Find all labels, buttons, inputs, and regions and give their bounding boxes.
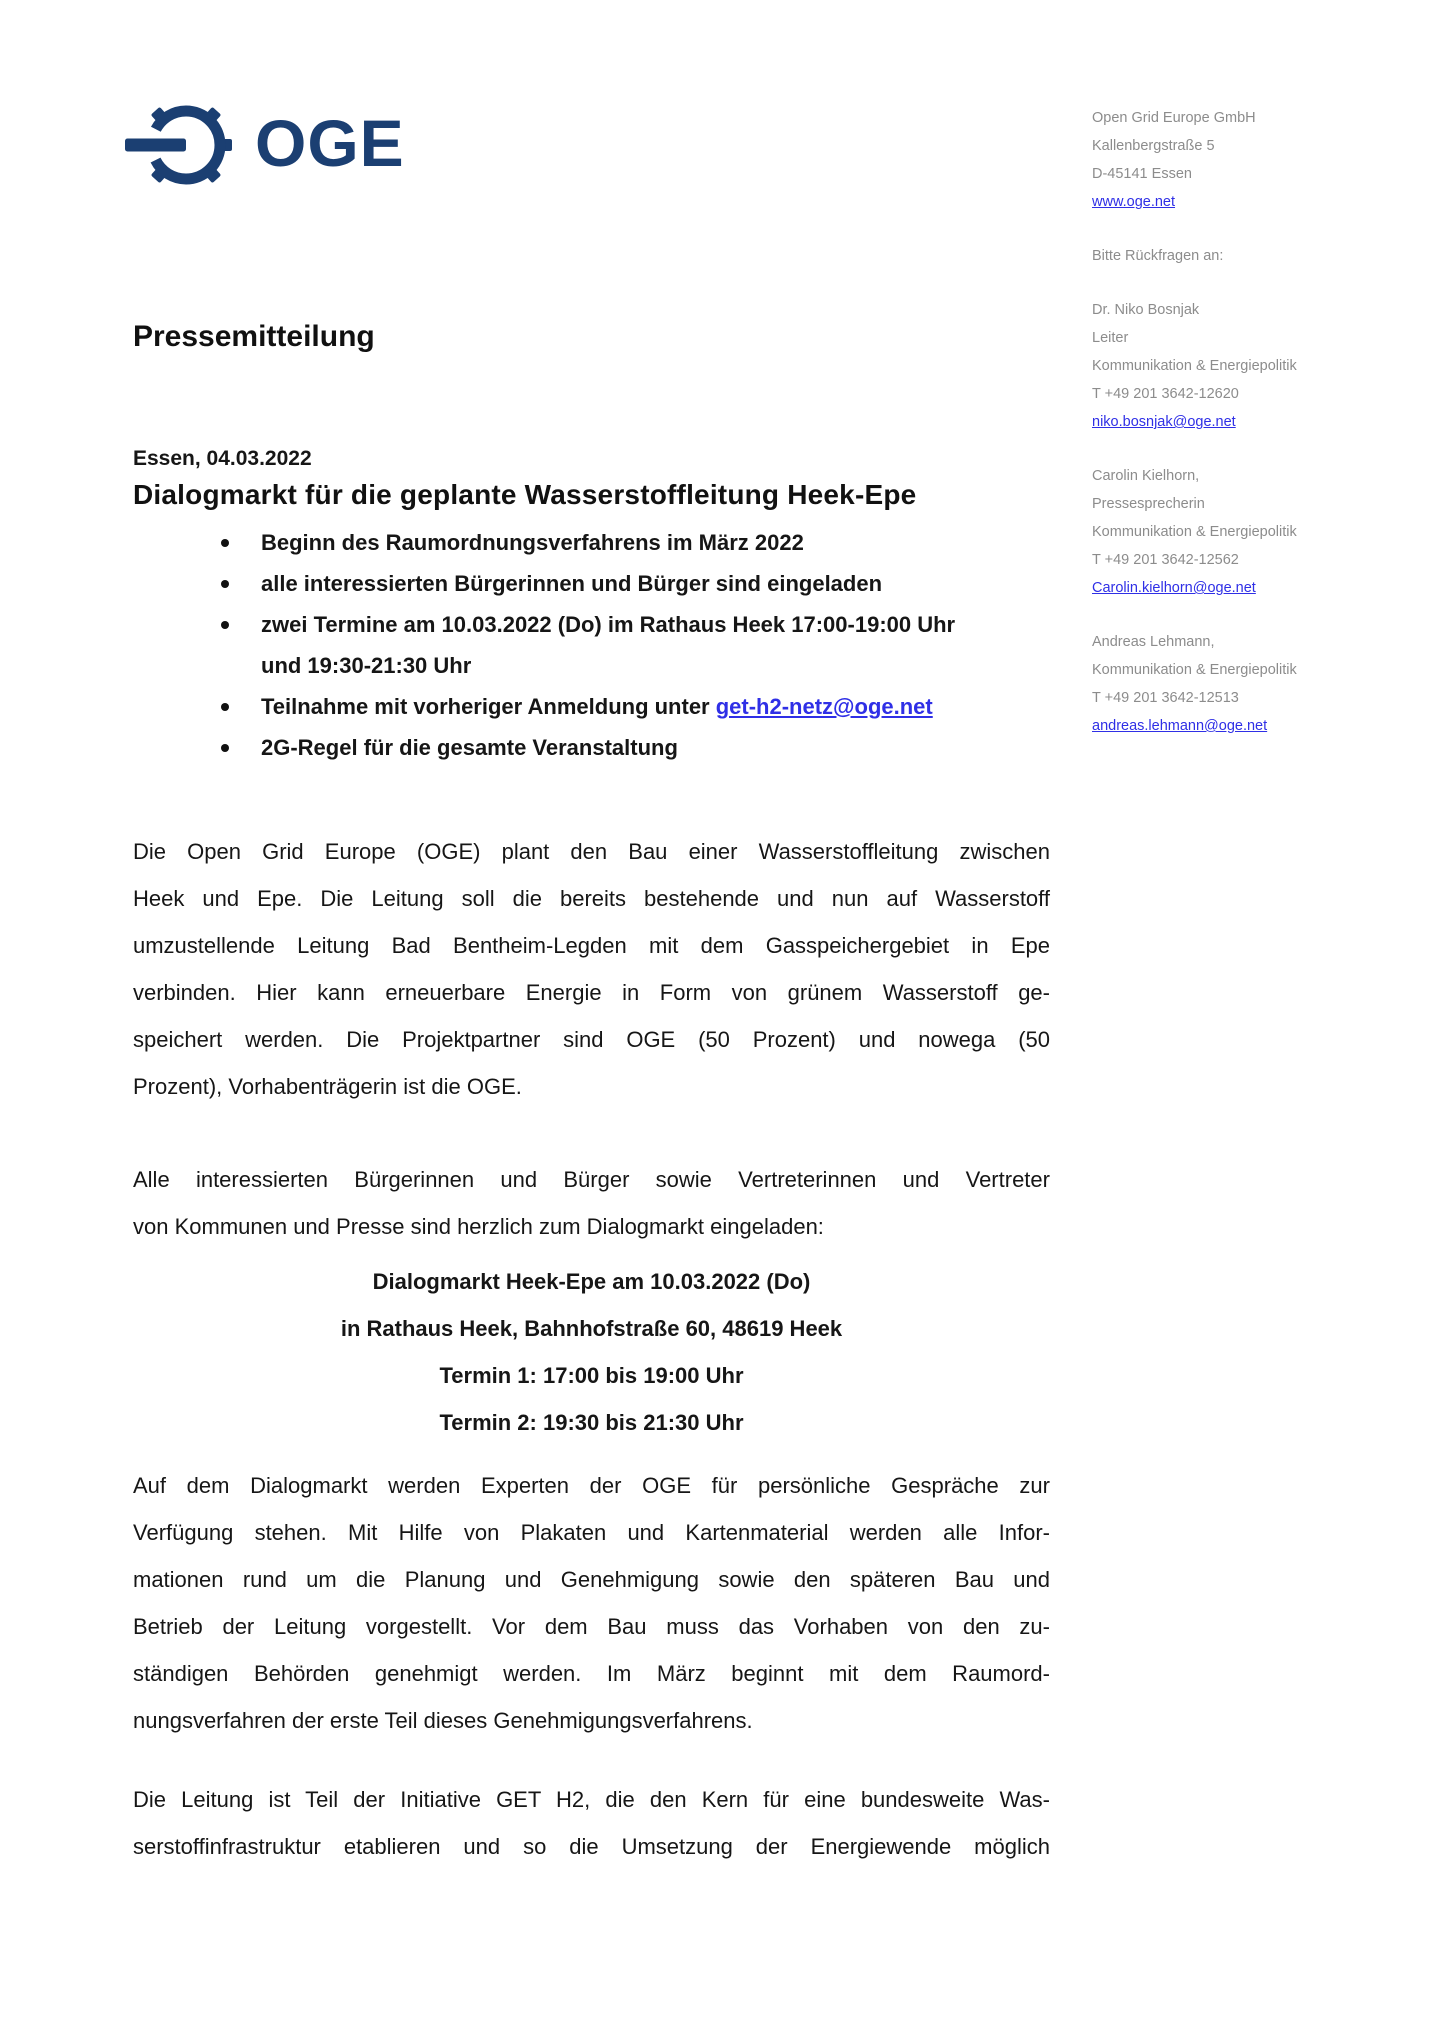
contact-card <box>1092 296 1392 436</box>
bullet-text: Beginn des Raumordnungsverfahrens im März 2022 <box>261 530 804 555</box>
paragraph-project-overview <box>133 828 1050 1110</box>
bullet-text: alle interessierten Bürgerinnen und Bürger sind eingeladen <box>261 571 883 596</box>
contact-phone: T +49 201 3642-12562 <box>1092 552 1239 568</box>
contact-email-link[interactable]: andreas.lehmann@oge.net <box>1092 718 1268 734</box>
text-line: serstoffinfrastruktur etablieren und so die Umsetzung der Energiewende möglich <box>133 1834 1050 1859</box>
contact-name: Andreas Lehmann, <box>1092 634 1215 650</box>
contact-sidebar <box>1092 104 1392 766</box>
paragraph-get-h2 <box>133 1776 1050 1870</box>
headline: Dialogmarkt für die geplante Wasserstoffleitung Heek-Epe <box>133 479 917 510</box>
bullet-dot-icon <box>221 580 229 588</box>
company-website-link[interactable]: www.oge.net <box>1092 194 1176 210</box>
list-item <box>133 604 1050 686</box>
bullet-dot-icon <box>221 703 229 711</box>
text-line: Betrieb der Leitung vorgestellt. Vor dem Bau muss das Vorhaben von den zu- <box>133 1614 1050 1639</box>
text-line: Verfügung stehen. Mit Hilfe von Plakaten und Kartenmaterial werden alle Infor- <box>133 1520 1050 1545</box>
contact-role: Pressesprecherin <box>1092 496 1205 512</box>
oge-logo-wordmark: OGE <box>255 106 405 180</box>
text-line: umzustellende Leitung Bad Bentheim-Legden mit dem Gasspeichergebiet in Epe <box>133 933 1050 958</box>
text-line: verbinden. Hier kann erneuerbare Energie in Form von grünem Wasserstoff ge- <box>133 980 1050 1005</box>
bullet-text: 2G-Regel für die gesamte Veranstaltung <box>261 735 678 760</box>
text-line: Auf dem Dialogmarkt werden Experten der OGE für persönliche Gespräche zur <box>133 1473 1050 1498</box>
registration-email-link[interactable]: get-h2-netz@oge.net <box>715 694 933 719</box>
list-item <box>133 686 1050 727</box>
inquiries-label: Bitte Rückfragen an: <box>1092 248 1224 264</box>
contact-department: Kommunikation & Energiepolitik <box>1092 358 1297 374</box>
event-title: Dialogmarkt Heek-Epe am 10.03.2022 (Do) <box>372 1269 811 1294</box>
contact-card <box>1092 462 1392 602</box>
contact-department: Kommunikation & Energiepolitik <box>1092 662 1297 678</box>
text-line: Alle interessierten Bürgerinnen und Bürger sowie Vertreterinnen und Vertreter <box>133 1167 1050 1192</box>
contact-phone: T +49 201 3642-12513 <box>1092 690 1239 706</box>
paragraph-dialog-market <box>133 1462 1050 1744</box>
contact-role: Leiter <box>1092 330 1129 346</box>
oge-logo-icon <box>125 96 235 194</box>
bullet-dot-icon <box>221 744 229 752</box>
contact-email-link[interactable]: Carolin.kielhorn@oge.net <box>1092 580 1256 596</box>
text-line: speichert werden. Die Projektpartner sind OGE (50 Prozent) und nowega (50 <box>133 1027 1050 1052</box>
oge-logo <box>125 96 405 194</box>
paragraph-invitation <box>133 1156 1050 1250</box>
inquiries-block <box>1092 242 1392 270</box>
company-name: Open Grid Europe GmbH <box>1092 110 1256 126</box>
bullet-dot-icon <box>221 621 229 629</box>
dateline: Essen, 04.03.2022 <box>133 447 312 470</box>
text-line: Die Open Grid Europe (OGE) plant den Bau einer Wasserstoffleitung zwischen <box>133 839 1050 864</box>
list-item <box>133 563 1050 604</box>
text-line: nungsverfahren der erste Teil dieses Genehmigungsverfahrens. <box>133 1708 753 1733</box>
text-line: mationen rund um die Planung und Genehmigung sowie den späteren Bau und <box>133 1567 1050 1592</box>
bullet-text: und 19:30-21:30 Uhr <box>261 653 472 678</box>
key-points-list <box>133 522 1050 768</box>
bullet-text: zwei Termine am 10.03.2022 (Do) im Rathaus Heek 17:00-19:00 Uhr <box>261 612 956 637</box>
text-line: ständigen Behörden genehmigt werden. Im März beginnt mit dem Raumord- <box>133 1661 1050 1686</box>
contact-card <box>1092 628 1392 740</box>
bullet-text: Teilnahme mit vorheriger Anmeldung unter <box>261 694 716 719</box>
contact-email-link[interactable]: niko.bosnjak@oge.net <box>1092 414 1236 430</box>
text-line: Die Leitung ist Teil der Initiative GET H2, die den Kern für eine bundesweite Was- <box>133 1787 1050 1812</box>
event-location: in Rathaus Heek, Bahnhofstraße 60, 48619 Heek <box>340 1316 843 1341</box>
list-item <box>133 522 1050 563</box>
document-type-heading: Pressemitteilung <box>133 320 375 353</box>
event-details <box>133 1258 1050 1446</box>
company-street: Kallenbergstraße 5 <box>1092 138 1215 154</box>
contact-name: Dr. Niko Bosnjak <box>1092 302 1200 318</box>
contact-department: Kommunikation & Energiepolitik <box>1092 524 1297 540</box>
bullet-dot-icon <box>221 539 229 547</box>
text-line: Heek und Epe. Die Leitung soll die bereits bestehende und nun auf Wasserstoff <box>133 886 1050 911</box>
contact-name: Carolin Kielhorn, <box>1092 468 1200 484</box>
event-session-2: Termin 2: 19:30 bis 21:30 Uhr <box>439 1410 744 1435</box>
text-line: Prozent), Vorhabenträgerin ist die OGE. <box>133 1074 522 1099</box>
text-line: von Kommunen und Presse sind herzlich zum Dialogmarkt eingeladen: <box>133 1214 824 1239</box>
list-item <box>133 727 1050 768</box>
company-city: D-45141 Essen <box>1092 166 1192 182</box>
contact-phone: T +49 201 3642-12620 <box>1092 386 1239 402</box>
event-session-1: Termin 1: 17:00 bis 19:00 Uhr <box>439 1363 744 1388</box>
company-address-block <box>1092 104 1392 216</box>
